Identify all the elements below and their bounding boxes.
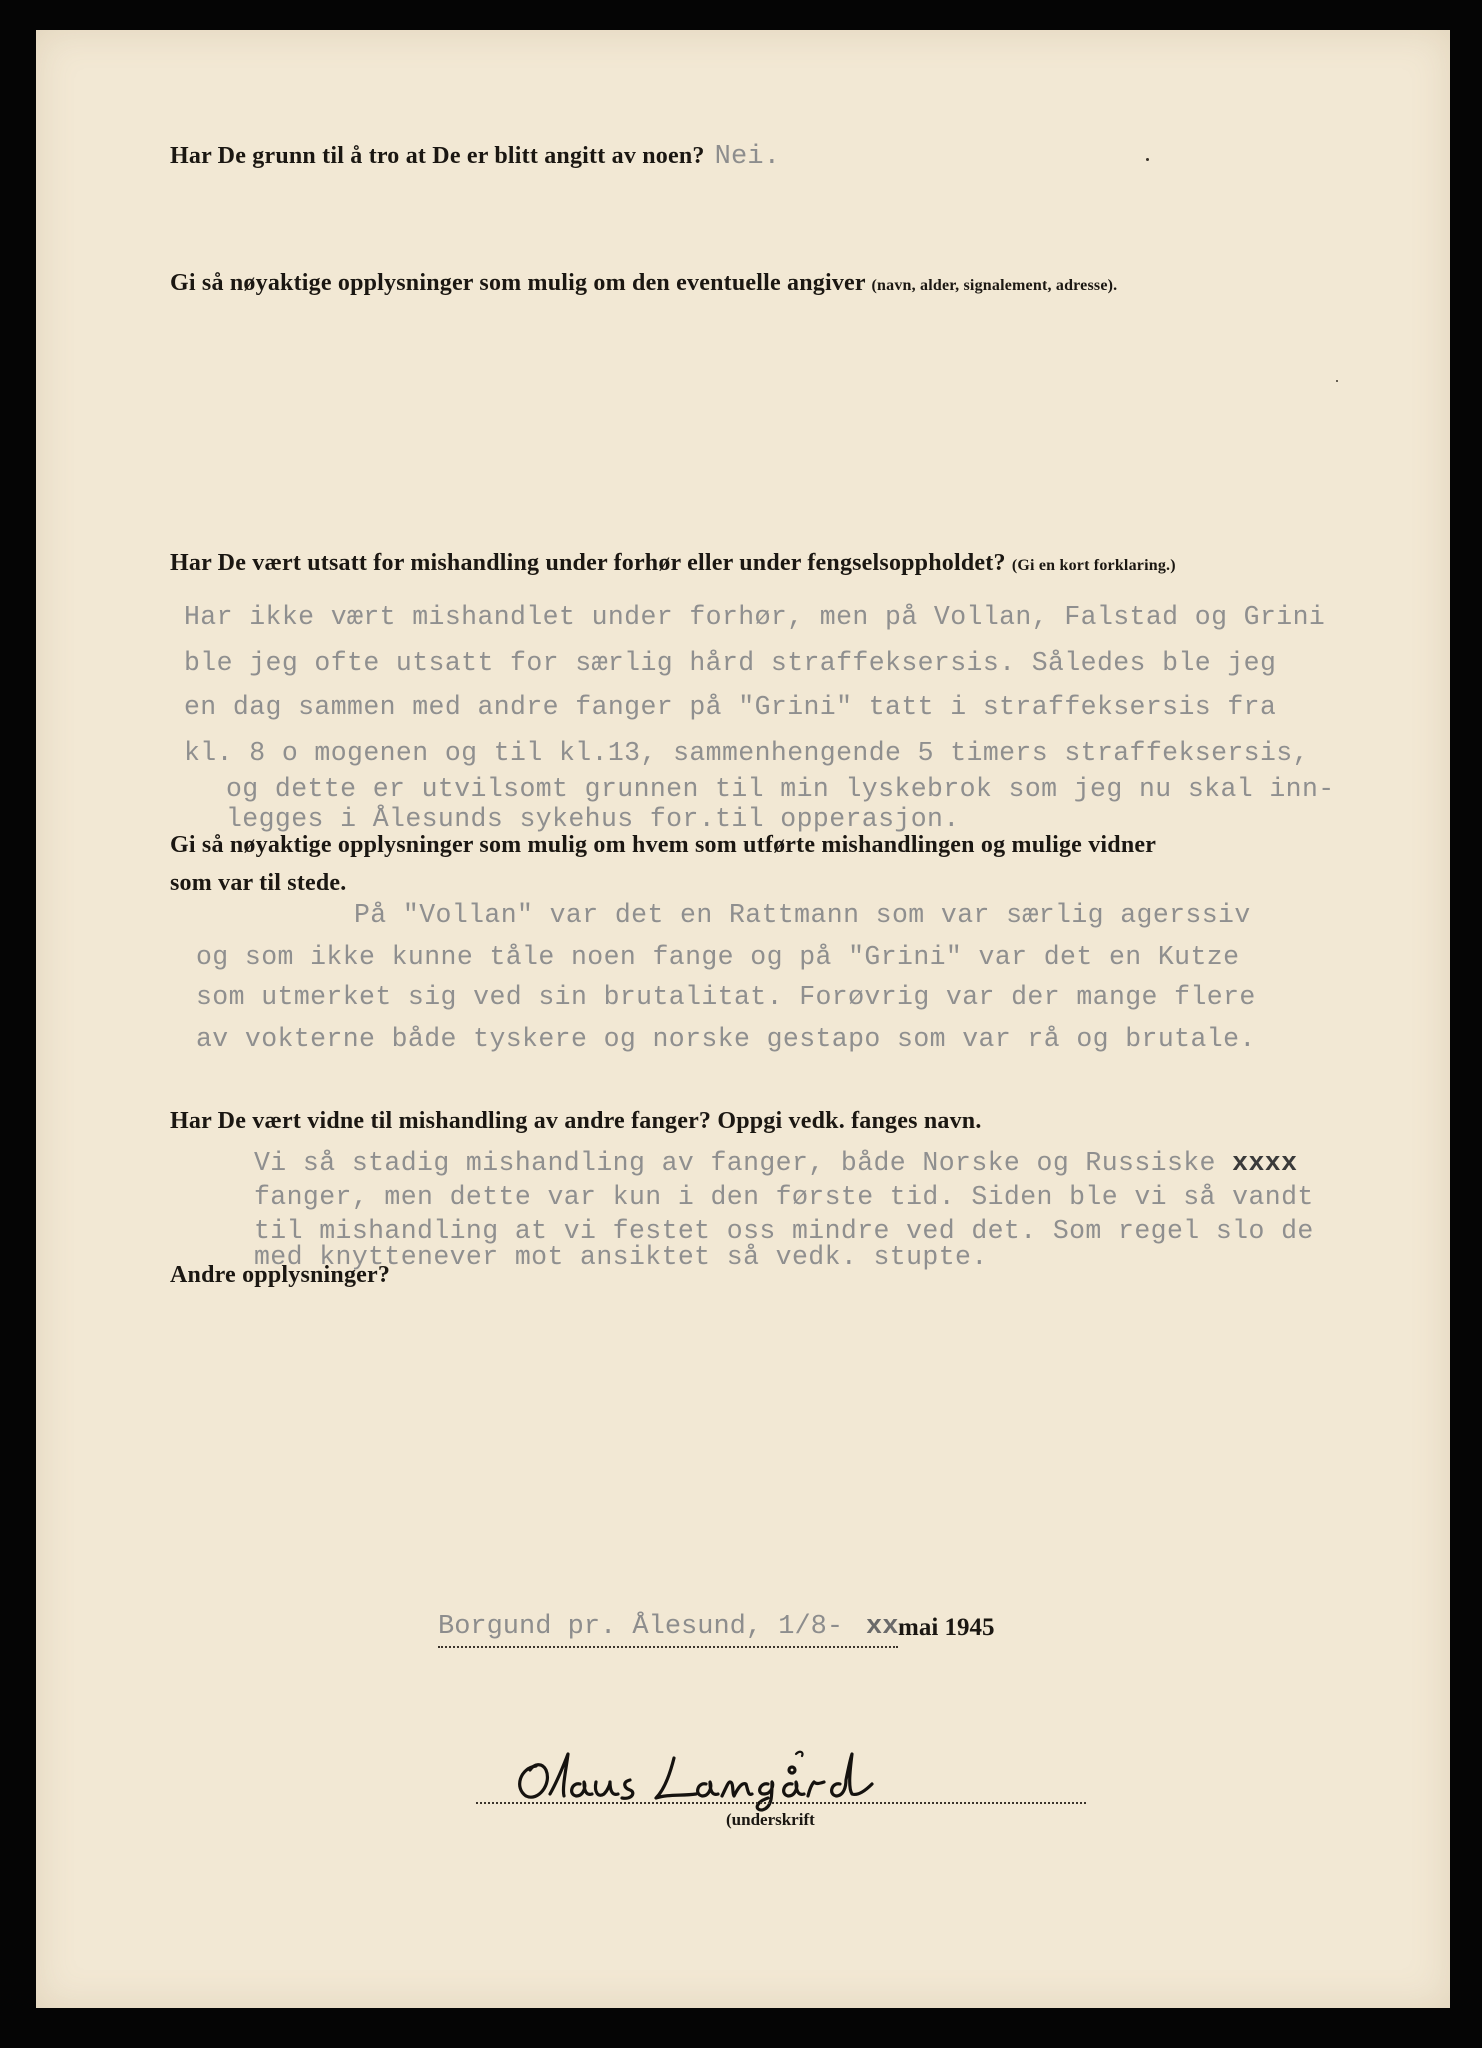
question-4: [170, 826, 1156, 902]
answer-4-line: og som ikke kunne tåle noen fange og på "Grini" var det en Kutze: [196, 942, 1240, 972]
answer-4-line: På "Vollan" var det en Rattmann som var særlig agerssiv: [354, 900, 1251, 930]
date-year: mai 1945: [898, 1614, 995, 1641]
dotted-line: [438, 1646, 898, 1648]
question-3-text: Har De vært utsatt for mishandling under forhør eller under fengselsoppholdet?: [170, 550, 1006, 576]
question-4-line-2: som var til stede.: [170, 870, 347, 896]
answer-5-line: fanger, men dette var kun i den første tid. Siden ble vi så vandt: [254, 1182, 1314, 1212]
answer-3-line: en dag sammen med andre fanger på "Grini" tatt i straffeksersis fra: [184, 692, 1277, 722]
answer-4-line: som utmerket sig ved sin brutalitat. Forøvrig var der mange flere: [196, 982, 1256, 1012]
question-2: [170, 270, 1117, 297]
question-6: [170, 1262, 390, 1289]
question-3: [170, 550, 1176, 577]
answer-3-line: og dette er utvilsomt grunnen til min lyskebrok som jeg nu skal inn-: [226, 774, 1335, 804]
date-line: [438, 1612, 995, 1652]
question-3-note: (Gi en kort forklaring.): [1011, 557, 1176, 574]
document-page: [36, 30, 1450, 2008]
answer-3-line: Har ikke vært mishandlet under forhør, men på Vollan, Falstad og Grini: [184, 602, 1326, 632]
struck-text: xx: [866, 1612, 899, 1642]
question-5-text: Har De vært vidne til mishandling av andre fanger? Oppgi vedk. fanges navn.: [170, 1108, 982, 1134]
place-date: Borgund pr. Ålesund, 1/8-: [438, 1612, 844, 1642]
struck-text: xxxx: [1232, 1148, 1298, 1178]
question-4-line-1: Gi så nøyaktige opplysninger som mulig om hvem som utførte mishandlingen og mulige vidner: [170, 832, 1157, 858]
question-5: [170, 1108, 982, 1135]
answer-4-line: av vokterne både tyskere og norske gestapo som var rå og brutale.: [196, 1024, 1256, 1054]
dotted-line: [476, 1802, 1086, 1804]
paper-speck: [1336, 380, 1338, 382]
answer-5-line-1-text: Vi så stadig mishandling av fanger, både Norske og Russiske: [254, 1148, 1216, 1178]
answer-5-line: [254, 1148, 1297, 1178]
answer-5-line: med knyttenever mot ansiktet så vedk. stupte.: [254, 1242, 988, 1272]
answer-3-line: kl. 8 o mogenen og til kl.13, sammenhengende 5 timers straffeksersis,: [184, 738, 1309, 768]
answer-5-line: til mishandling at vi festet oss mindre ved det. Som regel slo de: [254, 1216, 1314, 1246]
signature-block: [476, 1750, 1096, 1840]
question-2-text: Gi så nøyaktige opplysninger som mulig om den eventuelle angiver: [170, 270, 866, 296]
question-1: [170, 142, 780, 172]
question-1-text: Har De grunn til å tro at De er blitt angitt av noen?: [170, 143, 705, 169]
question-6-text: Andre opplysninger?: [170, 1262, 391, 1288]
answer-3-line: legges i Ålesunds sykehus for.til opperasjon.: [226, 804, 960, 834]
paper-speck: [1146, 158, 1149, 161]
signature-label: (underskrift: [726, 1810, 815, 1829]
question-2-note: (navn, alder, signalement, adresse).: [871, 277, 1118, 294]
answer-3-line: ble jeg ofte utsatt for særlig hård straffeksersis. Således ble jeg: [184, 648, 1277, 678]
answer-1: Nei.: [714, 142, 781, 172]
